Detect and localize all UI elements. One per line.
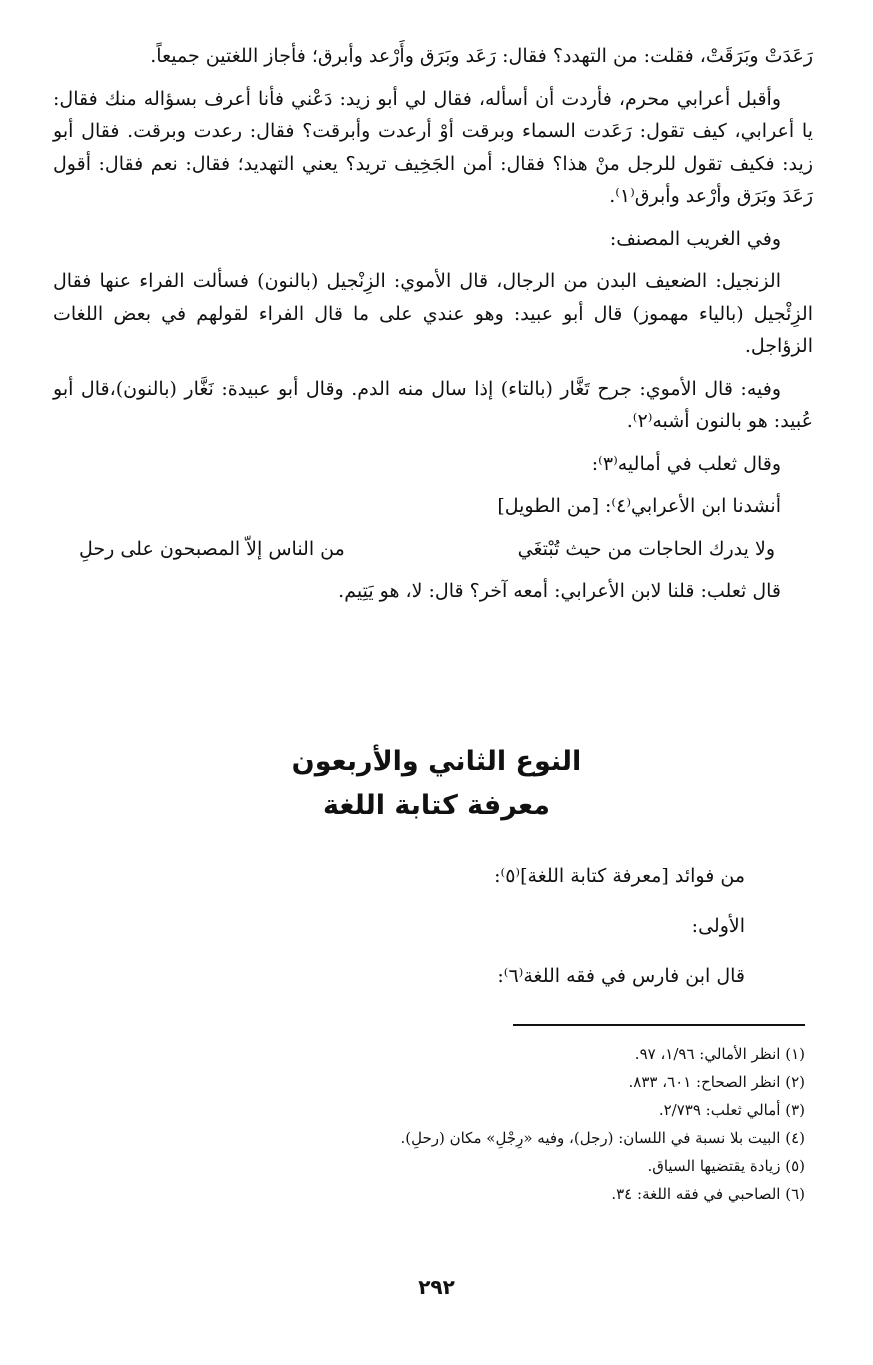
footnote-divider: [513, 1024, 805, 1026]
paragraph: وفيه: قال الأموي: جرح تَغَّار (بالتاء) إذا سال منه الدم. وقال أبو عبيدة: نَغَّار (بالنون)،قال أبو عُبيد: هو بالنون أشبه⁽٢⁾.: [53, 377, 813, 432]
verse-second-hemistich: من الناس إلاّ المصبحون على رحلِ: [79, 537, 345, 560]
chapter-heading: [0, 740, 873, 828]
paragraph: أنشدنا ابن الأعرابي⁽٤⁾: [من الطويل]: [497, 495, 781, 517]
intro-line: قال ابن فارس في فقه اللغة⁽٦⁾:: [497, 965, 745, 987]
intro-line: من فوائد [معرفة كتابة اللغة]⁽٥⁾:: [494, 865, 745, 887]
chapter-title: النوع الثاني والأربعون: [291, 746, 582, 777]
footnote: (١) انظر الأمالي: ١/٩٦، ٩٧.: [634, 1045, 805, 1063]
footnotes: [105, 1040, 805, 1208]
paragraph: قال ثعلب: قلنا لابن الأعرابي: أمعه آخر؟ قال: لا، هو يَتِيم.: [338, 580, 781, 602]
paragraph: رَعَدَتْ وبَرَقَتْ، فقلت: من التهدد؟ فقال: رَعَد وبَرَق وأَرْعد وأبرق؛ فأجاز اللغتين جميعاً.: [150, 45, 813, 67]
footnote: (٢) انظر الصحاح: ٦٠١، ٨٣٣.: [628, 1073, 805, 1091]
paragraph: وفي الغريب المصنف:: [609, 227, 781, 250]
main-text: [53, 40, 813, 618]
paragraph: الزنجيل: الضعيف البدن من الرجال، قال الأموي: الزِنْجيل (بالنون) فسألت الفراء عنها فقال الزِئْجيل (بالياء مهموز) قال أبو عبيد: وهو عندي على ما قال الفراء لقولهم في بعض اللغات الزؤاجل.: [53, 270, 813, 357]
paragraph: وأقبل أعرابي محرم، فأردت أن أسأله، فقال لي أبو زيد: دَعْني فأنا أعرف بسؤاله منك فقال: يا أعرابي، كيف تقول: رَعَدت السماء وبرقت أوْ أرعدت وأبرقت؟ فقال: رعدت وبرقت. فقال أبو زيد: فكيف تقول للرجل منْ هذا؟ فقال: أمن الجَخِيف تريد؟ يعني التهديد؛ فقال: نعم فقال: أقول رَعَدَ وبَرَق وأرْعد وأبرق⁽١⁾.: [53, 87, 813, 207]
intro-line: الأولى:: [691, 915, 745, 937]
footnote: (٦) الصاحبي في فقه اللغة: ٣٤.: [611, 1185, 805, 1203]
chapter-subtitle: معرفة كتابة اللغة: [322, 790, 550, 821]
chapter-intro: [125, 860, 745, 1010]
page-number: ٢٩٢: [418, 1275, 455, 1299]
paragraph: وقال ثعلب في أماليه⁽٣⁾:: [591, 452, 781, 475]
footnote: (٥) زيادة يقتضيها السياق.: [647, 1157, 805, 1175]
poetry-verse: [53, 533, 813, 566]
footnote: (٣) أمالي ثعلب: ٢/٧٣٩.: [658, 1101, 805, 1119]
footnote: (٤) البيت بلا نسبة في اللسان: (رجل)، وفيه «رِجْلِ» مكان (رحلِ).: [400, 1129, 805, 1147]
verse-first-hemistich: ولا يدرك الحاجات من حيث تُبْتغَي: [517, 537, 775, 560]
